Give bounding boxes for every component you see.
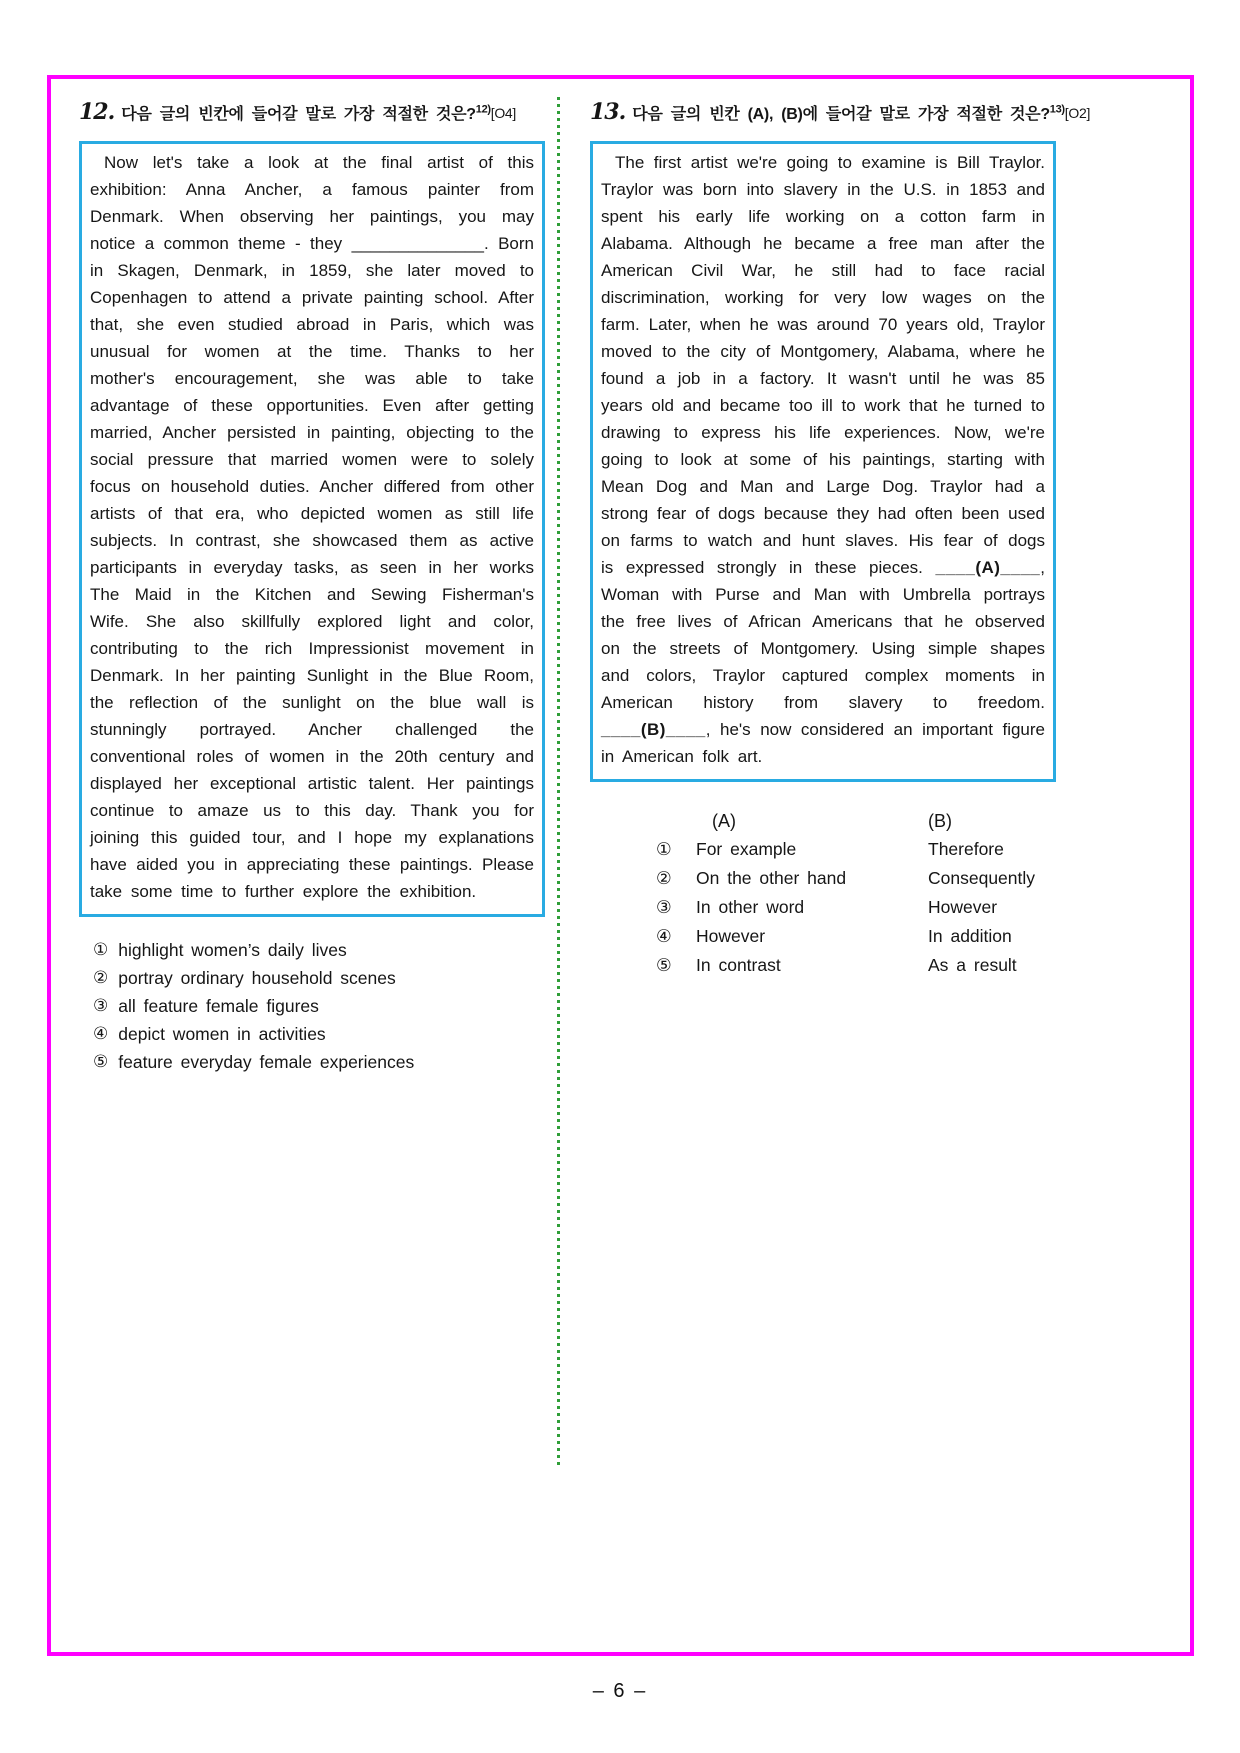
source-tag: [O4] bbox=[490, 105, 517, 121]
footnote-ref: 13) bbox=[1049, 103, 1065, 116]
blank-A: ____(A)____ bbox=[935, 558, 1041, 577]
choice-12-5 bbox=[93, 1053, 545, 1071]
choice-13-2 bbox=[656, 869, 1056, 888]
choice-marker: ③ bbox=[93, 996, 109, 1015]
question-13-header bbox=[590, 99, 1091, 125]
column-divider bbox=[557, 97, 560, 1469]
question-12-header bbox=[79, 99, 545, 125]
question-12-number: 12. bbox=[79, 99, 115, 125]
prompt-text: 다음 글의 빈칸에 들어갈 말로 가장 적절한 것은? bbox=[121, 106, 476, 123]
footnote-ref: 12) bbox=[475, 103, 491, 116]
passage-box-12 bbox=[79, 141, 545, 917]
choice-12-1 bbox=[93, 941, 545, 959]
spacer bbox=[656, 812, 696, 831]
choice-12-4 bbox=[93, 1025, 545, 1043]
passage-box-13 bbox=[590, 141, 1056, 782]
choice-13-3 bbox=[656, 898, 1056, 917]
question-12 bbox=[79, 99, 545, 1081]
answer-choices-12 bbox=[79, 941, 545, 1071]
column-a-header: (A) bbox=[712, 811, 736, 831]
choice-b-text: However bbox=[928, 897, 998, 917]
page-number: – 6 – bbox=[592, 1680, 648, 1702]
prompt-text: 다음 글의 빈칸 (A), (B)에 들어갈 말로 가장 적절한 것은? bbox=[632, 106, 1050, 123]
choice-text: highlight women’s daily lives bbox=[118, 940, 347, 960]
choice-b-text: Consequently bbox=[928, 868, 1036, 888]
choice-a-text: In contrast bbox=[696, 955, 781, 975]
question-13-number: 13. bbox=[590, 99, 626, 125]
choice-a-text: In other word bbox=[696, 897, 805, 917]
choice-text: portray ordinary household scenes bbox=[118, 968, 396, 988]
page-frame bbox=[47, 75, 1194, 1656]
choice-marker: ④ bbox=[93, 1024, 109, 1043]
blank-B: ____(B)____ bbox=[601, 720, 706, 739]
choice-12-3 bbox=[93, 997, 545, 1015]
choice-text: depict women in activities bbox=[118, 1024, 326, 1044]
question-12-prompt bbox=[121, 101, 516, 124]
choice-b-text: As a result bbox=[928, 955, 1017, 975]
choice-13-5 bbox=[656, 956, 1056, 975]
question-13 bbox=[590, 99, 1091, 985]
choice-12-2 bbox=[93, 969, 545, 987]
question-13-prompt bbox=[632, 101, 1090, 124]
choice-a-text: On the other hand bbox=[696, 868, 847, 888]
choice-marker: ③ bbox=[656, 897, 672, 917]
ab-column-headers bbox=[656, 812, 1056, 831]
choice-13-1 bbox=[656, 840, 1056, 859]
choice-text: feature everyday female experiences bbox=[118, 1052, 415, 1072]
passage-text-13 bbox=[601, 149, 1045, 770]
choice-b-text: In addition bbox=[928, 926, 1012, 946]
choice-marker: ① bbox=[656, 839, 672, 859]
choice-13-4 bbox=[656, 927, 1056, 946]
choice-marker: ⑤ bbox=[93, 1052, 109, 1071]
choice-a-text: For example bbox=[696, 839, 797, 859]
passage-part-2: , Woman with Purse and Man with Umbrella portrays the free lives of African Americans that he observed on the streets of Montgomery. Using simple shapes and colors, Traylor captured complex moments in American history from slavery to freedom. bbox=[601, 558, 1045, 712]
answer-choices-13 bbox=[656, 812, 1056, 975]
passage-part-3: , he's now considered an important figure in American folk art. bbox=[601, 720, 1045, 766]
passage-text-12: Now let's take a look at the final artist of this exhibition: Anna Ancher, a famous painter from Denmark. When observing her paintings, you may notice a common theme - they ______________. Born in Skagen, Denmark, in 1859, she later moved to Copenhagen to attend a private painting school. After that, she even studied abroad in Paris, which was unusual for women at the time. Thanks to her mother's encouragement, she was able to take advantage of these opportunities. Even after getting married, Ancher persisted in painting, objecting to the social pressure that married women were to solely focus on household duties. Ancher differed from other artists of that era, who depicted women as still life subjects. In contrast, she showcased them as active participants in everyday tasks, as seen in her works The Maid in the Kitchen and Sewing Fisherman's Wife. She also skillfully explored light and color, contributing to the rich Impressionist movement in Denmark. In her painting Sunlight in the Blue Room, the reflection of the sunlight on the blue wall is stunningly portrayed. Ancher challenged the conventional roles of women in the 20th century and displayed her exceptional artistic talent. Her paintings continue to amaze us to this day. Thank you for joining this guided tour, and I hope my explanations have aided you in appreciating these paintings. Please take some time to further explore the exhibition. bbox=[90, 153, 534, 901]
choice-text: all feature female figures bbox=[118, 996, 319, 1016]
choice-marker: ① bbox=[93, 940, 109, 959]
choice-b-text: Therefore bbox=[928, 839, 1004, 859]
source-tag: [O2] bbox=[1064, 105, 1091, 121]
passage-part-1: The first artist we're going to examine is Bill Traylor. Traylor was born into slavery in the U.S. in 1853 and spent his early life working on a cotton farm in Alabama. Although he became a free man after the American Civil War, he still had to face racial discrimination, working for very low wages on the farm. Later, when he was around 70 years old, Traylor moved to the city of Montgomery, Alabama, where he found a job in a factory. It wasn't until he was 85 years old and became too ill to work that he turned to drawing to express his life experiences. Now, we're going to look at some of his paintings, starting with Mean Dog and Man and Large Dog. Traylor had a strong fear of dogs because they had often been used on farms to watch and hunt slaves. His fear of dogs is expressed strongly in these pieces. bbox=[601, 153, 1045, 577]
choice-marker: ⑤ bbox=[656, 955, 672, 975]
choice-marker: ② bbox=[656, 868, 672, 888]
choice-marker: ④ bbox=[656, 926, 672, 946]
choice-a-text: However bbox=[696, 926, 766, 946]
choice-marker: ② bbox=[93, 968, 109, 987]
column-b-header: (B) bbox=[928, 811, 952, 831]
